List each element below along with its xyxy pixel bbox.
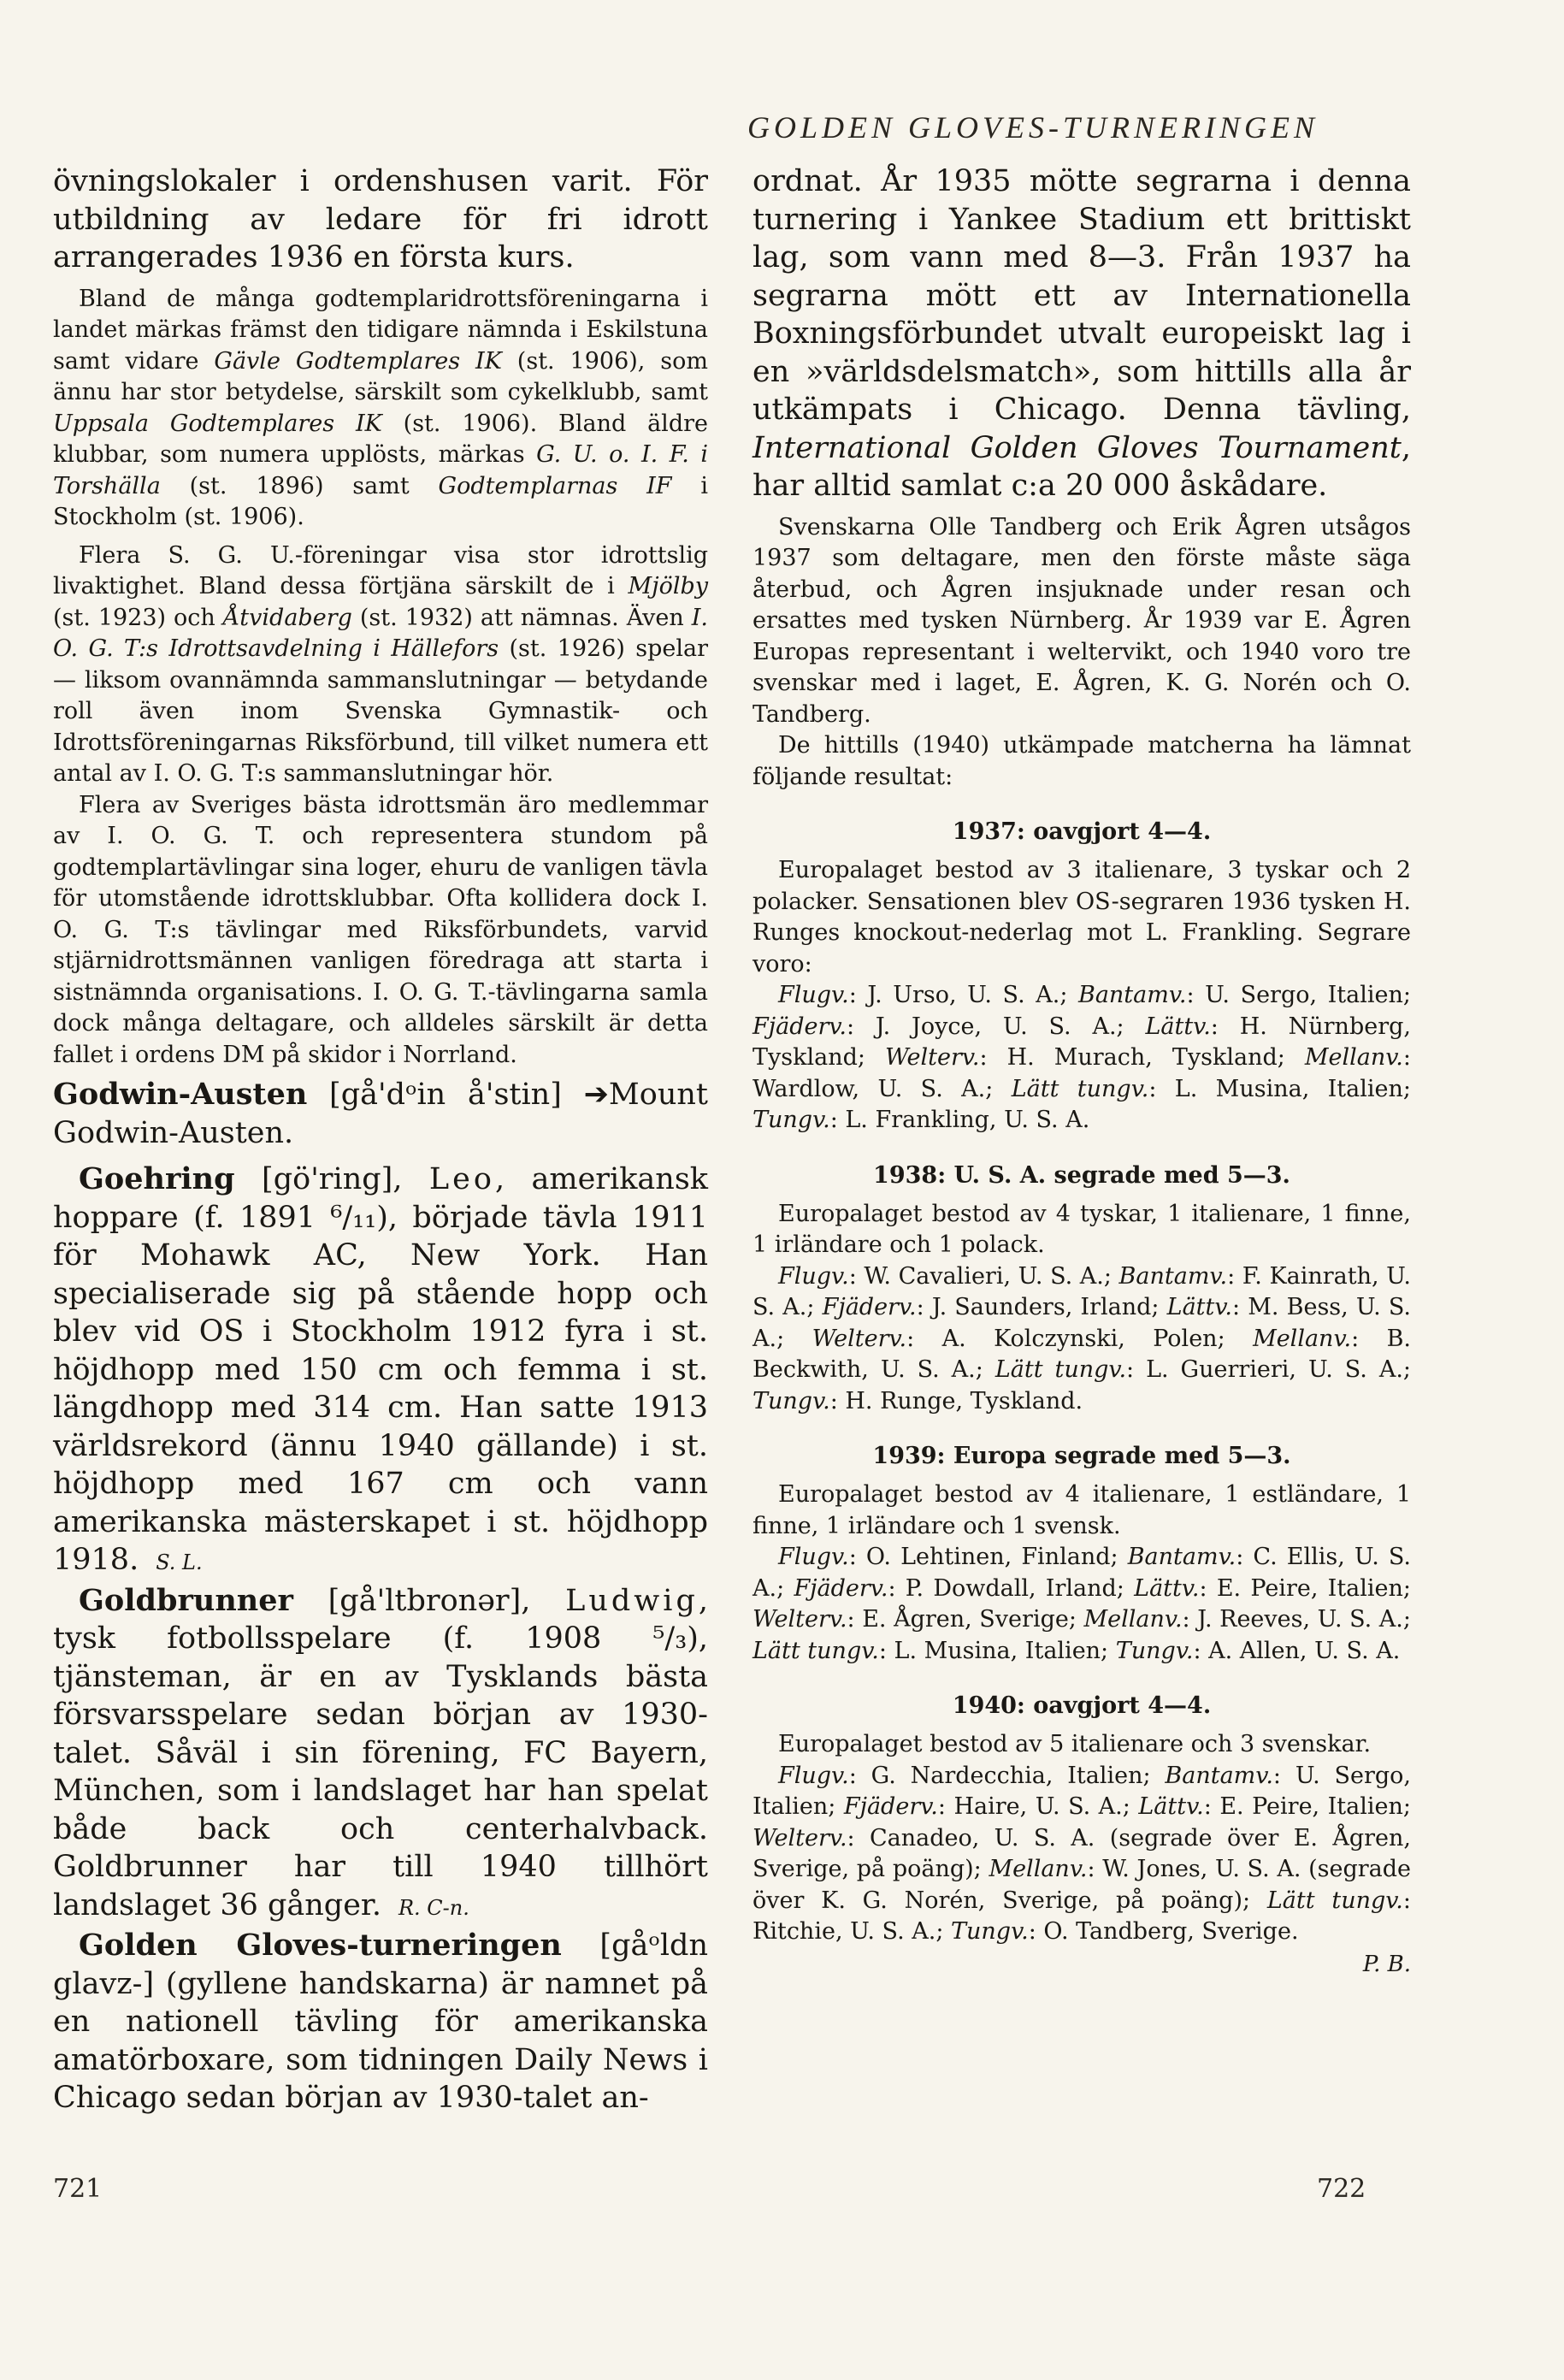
- result-heading-1940: 1940: oavgjort 4—4.: [952, 1692, 1212, 1719]
- entry-godwin-austen: Godwin-Austen [gå'dᵒin å'stin] ➔Mount Godwin-Austen.: [53, 1077, 708, 1150]
- paragraph: Flera S. G. U.-föreningar visa stor idrottslig livaktighet. Bland dessa förtjäna särskilt de i Mjölby (st. 1923) och Åtvidaberg (st. 1932) att nämnas. Även I. O. G. T:s Idrottsavdelning i Hällefors (st. 1926) spelar — liksom ovannämnda sammanslutningar — betydande roll även inom Svenska Gymnastik- och Idrottsföreningarnas Riksförbund, till vilket numera ett antal av I. O. G. T:s sammanslutningar hör.: [53, 541, 709, 787]
- result-heading-1939: 1939: Europa segrade med 5—3.: [872, 1443, 1291, 1469]
- paragraph: Europalaget bestod av 4 tyskar, 1 italienare, 1 finne, 1 irländare och 1 polack.: [752, 1200, 1411, 1258]
- paragraph: Europalaget bestod av 5 italienare och 3 svenskar.: [778, 1731, 1372, 1757]
- entry-goldbrunner: Goldbrunner [gå'ltbronər], Ludwig, tysk fotbollsspelare (f. 1908 ⁵/₃), tjänsteman, är en av Tysklands bästa försvarsspelare sedan början av 1930-talet. Såväl i sin förening, FC Bayern, München, som i landslaget har han spelat både back och centerhalvback. Goldbrunner har till 1940 tillhört landslaget 36 gånger. R. C-n.: [53, 1582, 708, 1922]
- entry-goehring: Goehring [gö'ring], Leo, amerikansk hoppare (f. 1891 ⁶/₁₁), började tävla 1911 för Mohawk AC, New York. Han specialiserade sig på stående hopp och blev vid OS i Stockholm 1912 fyra i st. höjdhopp med 150 cm och femma i st. längdhopp med 314 cm. Han satte 1913 världsrekord (ännu 1940 gällande) i st. höjdhopp med 167 cm och vann amerikanska mästerskapet i st. höjdhopp 1918. S. L.: [53, 1161, 709, 1577]
- winners-1937: Flugv.: J. Urso, U. S. A.; Bantamv.: U. Sergo, Italien; Fjäderv.: J. Joyce, U. S. A.; Lättv.: H. Nürnberg, Tyskland; Welterv.: H. Murach, Tyskland; Mellanv.: Wardlow, U. S. A.; Lätt tungv.: L. Musina, Italien; Tungv.: L. Frankling, U. S. A.: [752, 982, 1411, 1133]
- entry-golden-gloves: Golden Gloves-turneringen [gåᵒldn glavz-] (gyllene handskarna) är namnet på en nationell tävling för amerikanska amatörboxare, som tidningen Daily News i Chicago sedan början av 1930-talet an-: [53, 1928, 708, 2115]
- signature: R. C-n.: [398, 1895, 469, 1920]
- paragraph: Flera av Sveriges bästa idrottsmän äro medlemmar av I. O. G. T. och representera stundom på godtemplartävlingar sina loger, ehuru de vanligen tävla för utomstående idrottsklubbar. Ofta kollidera dock I. O. G. T:s tävlingar med Riksförbundets, varvid stjärnidrottsmännen vanligen föredraga att starta i sistnämnda organisations. I. O. G. T.-tävlingarna samla dock många deltagare, och alldeles särskilt är detta fallet i ordens DM på skidor i Norrland.: [53, 791, 708, 1068]
- winners-1940: Flugv.: G. Nardecchia, Italien; Bantamv.: U. Sergo, Italien; Fjäderv.: Haire, U. S. A.; Lättv.: E. Peire, Italien; Welterv.: Canadeo, U. S. A. (segrade över E. Ågren, Sverige, på poäng); Mellanv.: W. Jones, U. S. A. (segrade över K. G. Norén, Sverige, på poäng); Lätt tungv.: Ritchie, U. S. A.; Tungv.: O. Tandberg, Sverige.: [752, 1762, 1412, 1945]
- result-heading-1937: 1937: oavgjort 4—4.: [952, 818, 1212, 845]
- paragraph: Bland de många godtemplaridrottsföreningarna i landet märkas främst den tidigare nämnda i Eskilstuna samt vidare Gävle Godtemplares IK (st. 1906), som ännu har stor betydelse, särskilt som cykelklubb, samt Uppsala Godtemplares IK (st. 1906). Bland äldre klubbar, som numera upplösts, märkas G. U. o. I. F. i Torshälla (st. 1896) samt Godtemplarnas IF i Stockholm (st. 1906).: [53, 285, 708, 530]
- winners-1938: Flugv.: W. Cavalieri, U. S. A.; Bantamv.: F. Kainrath, U. S. A.; Fjäderv.: J. Saunders, Irland; Lättv.: M. Bess, U. S. A.; Welterv.: A. Kolczynski, Polen; Mellanv.: B. Beckwith, U. S. A.; Lätt tungv.: L. Guerrieri, U. S. A.; Tungv.: H. Runge, Tyskland.: [752, 1262, 1412, 1414]
- paragraph: ordnat. År 1935 mötte segrarna i denna turnering i Yankee Stadium ett brittiskt lag, som vann med 8—3. Från 1937 ha segrarna mött ett av Internationella Boxningsförbundet utvalt europeiskt lag i en »världsdelsmatch», som hittills alla år utkämpats i Chicago. Denna tävling, International Golden Gloves Tournament, har alltid samlat c:a 20 000 åskådare.: [752, 164, 1411, 503]
- winners-1939: Flugv.: O. Lehtinen, Finland; Bantamv.: C. Ellis, U. S. A.; Fjäderv.: P. Dowdall, Irland; Lättv.: E. Peire, Italien; Welterv.: E. Ågren, Sverige; Mellanv.: J. Reeves, U. S. A.; Lätt tungv.: L. Musina, Italien; Tungv.: A. Allen, U. S. A.: [752, 1544, 1412, 1664]
- paragraph: Europalaget bestod av 4 italienare, 1 estländare, 1 finne, 1 irländare och 1 svensk.: [752, 1481, 1411, 1539]
- running-head: GOLDEN GLOVES-TURNERINGEN: [747, 110, 1319, 145]
- paragraph: Europalaget bestod av 3 italienare, 3 tyskar och 2 polacker. Sensationen blev OS-segraren 1936 tysken H. Runges knockout-nederlag mot L. Frankling. Segrare voro:: [752, 857, 1411, 977]
- paragraph: övningslokaler i ordenshusen varit. För utbildning av ledare för fri idrott arrangerades 1936 en första kurs.: [53, 164, 708, 275]
- signature: S. L.: [156, 1550, 203, 1574]
- entry-headword: Godwin-Austen: [53, 1077, 308, 1112]
- signature: P. B.: [1362, 1951, 1411, 1977]
- entry-headword: Golden Gloves-turneringen: [79, 1928, 562, 1963]
- right-column: [752, 162, 1411, 1981]
- result-heading-1938: 1938: U. S. A. segrade med 5—3.: [873, 1161, 1290, 1189]
- entry-headword: Goldbrunner: [79, 1582, 293, 1618]
- page-number-left: 721: [53, 2174, 103, 2204]
- paragraph: De hittills (1940) utkämpade matcherna ha lämnat följande resultat:: [752, 732, 1411, 790]
- paragraph: Svenskarna Olle Tandberg och Erik Ågren utsågos 1937 som deltagare, men den förste måste säga återbud, och Ågren insjuknade under resan och ersattes med tysken Nürnberg. År 1939 var E. Ågren Europas representant i weltervikt, och 1940 voro tre svenskar med i laget, E. Ågren, K. G. Norén och O. Tandberg.: [752, 513, 1411, 728]
- left-column: [53, 162, 708, 2117]
- entry-headword: Goehring: [79, 1161, 235, 1196]
- page-number-right: 722: [1317, 2174, 1366, 2204]
